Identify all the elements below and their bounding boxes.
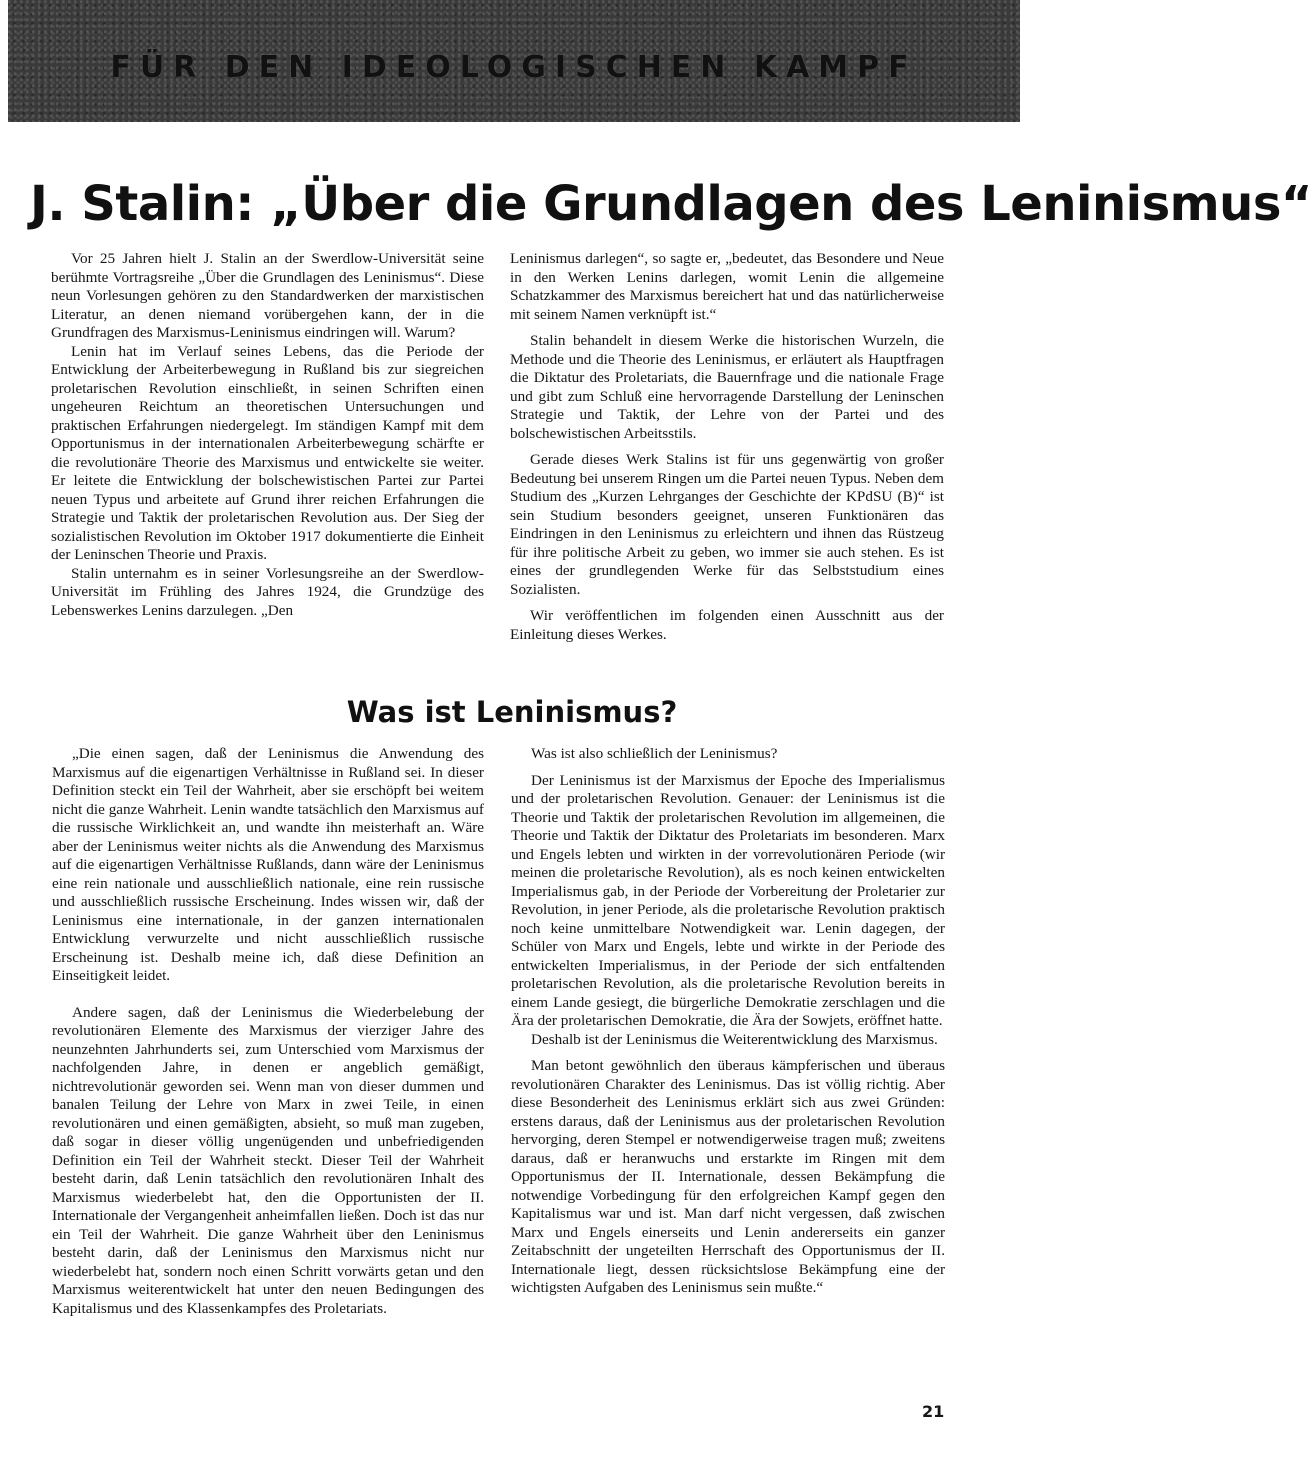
section-heading: Was ist Leninismus? [346,695,678,729]
banner-title: FÜR DEN IDEOLOGISCHEN KAMPF [110,50,918,85]
paragraph: „Die einen sagen, daß der Leninismus die Anwendung des Marxismus auf die eigenartigen Verhältnisse in Rußland sei. In dieser Definition steckt ein Teil der Wahrheit, aber sie erschöpft bei weitem nicht die ganze Wahrheit. Lenin wandte tatsächlich den Marxismus auf die russische Wirklichkeit an, und wandte ihn meisterhaft an. Wäre aber der Leninismus weiter nichts als die Anwendung des Marxismus auf die eigenartigen Verhältnisse Rußlands, dann wäre der Leninismus eine rein nationale und ausschließlich nationale, eine rein russische und ausschließlich russische Erscheinung. Indes wissen wir, daß der Leninismus eine internationale, in der ganzen internationalen Entwicklung verwurzelte und nicht ausschließlich russische Erscheinung ist. Deshalb meine ich, daß diese Definition an Einseitigkeit leidet. [52,745,484,984]
paragraph: Lenin hat im Verlauf seines Lebens, das die Periode der Entwicklung der Arbeiterbewegung in Rußland bis zur siegreichen proletarischen Revolution einschließt, in seinen Schriften einen ungeheuren Reichtum an theoretischen Untersuchungen und praktischen Erfahrungen niedergelegt. Im ständigen Kampf mit dem Opportunismus in der internationalen Arbeiterbewegung schärfte er die revolutionäre Theorie des Marxismus und entwickelte sie weiter. Er leitete die Entwicklung der bolschewistischen Partei zur Partei neuen Typus und arbeitete auf Grund ihrer reichen Erfahrungen die Strategie und Taktik der proletarischen Revolution aus. Der Sieg der sozialistischen Revolution im Oktober 1917 dokumentierte die Einheit der Leninschen Theorie und Praxis. [51,342,484,563]
intro-column-left [51,250,484,620]
paragraph: Stalin unternahm es in seiner Vorlesungsreihe an der Swerdlow-Universität im Frühling des Jahres 1924, die Grundzüge des Lebenswerkes Lenins darzulegen. „Den [51,564,484,619]
paragraph: Vor 25 Jahren hielt J. Stalin an der Swerdlow-Universität seine berühmte Vortragsreihe „Über die Grundlagen des Leninismus“. Diese neun Vorlesungen gehören zu den Standardwerken der marxistischen Literatur, an denen niemand vorübergehen kann, der in die Grundfragen des Marxismus-Leninismus eindringen will. Warum? [51,250,484,341]
paragraph: Andere sagen, daß der Leninismus die Wiederbelebung der revolutionären Elemente des Marxismus der vierziger Jahre des neunzehnten Jahrhunderts sei, zum Unterschied vom Marxismus der nachfolgenden Jahre, in denen er angeblich gemäßigt, nichtrevolutionär geworden sei. Wenn man von dieser dummen und banalen Teilung der Lehre von Marx in zwei Teile, in einen revolutionären und einen gemäßigten, absieht, so muß man zugeben, daß sogar in dieser völlig ungenügenden und unbefriedigenden Definition ein Teil der Wahrheit steckt. Dieser Teil der Wahrheit besteht darin, daß Lenin tatsächlich den revolutionären Inhalt des Marxismus wiederbelebt hat, den die Opportunisten der II. Internationale der Vergangenheit anheimfallen ließen. Doch ist das nur ein Teil der Wahrheit. Die ganze Wahrheit über den Leninismus besteht darin, daß der Leninismus den Marxismus nicht nur wiederbelebt hat, sondern noch einen Schritt vorwärts getan und den Marxismus weiterentwickelt hat unter den neuen Bedingungen des Kapitalismus und des Klassenkampfes des Proletariats. [52,1003,484,1317]
page-number: 21 [922,1402,945,1421]
paragraph: Wir veröffentlichen im folgenden einen Ausschnitt aus der Einleitung dieses Werkes. [510,607,944,643]
paragraph: Leninismus darlegen“, so sagte er, „bedeutet, das Besondere und Neue in den Werken Lenins darlegen, womit Lenin die allgemeine Schatzkammer des Marxismus bereichert hat und das natürlicherweise mit seinem Namen verknüpft ist.“ [510,250,944,323]
paragraph: Gerade dieses Werk Stalins ist für uns gegenwärtig von großer Bedeutung bei unserem Ringen um die Partei neuen Typus. Neben dem Studium des „Kurzen Lehrganges der Geschichte der KPdSU (B)“ ist sein Studium besonders geeignet, unseren Funktionären das Eindringen in den Leninismus zu erleichtern und ihnen das Rüstzeug für ihre politische Arbeit zu geben, wo immer sie auch stehen. Es ist eines der grundlegenden Werke für das Selbststudium eines Sozialisten. [510,451,944,598]
paragraph: Man betont gewöhnlich den überaus kämpferischen und überaus revolutionären Charakter des Leninismus. Das ist völlig richtig. Aber diese Besonderheit des Leninismus erklärt sich aus zwei Gründen: erstens daraus, daß der Leninismus aus der proletarischen Revolution hervorging, deren Stempel er notwendigerweise tragen muß; zweitens daraus, daß er heranwuchs und erstarkte im Ringen mit dem Opportunismus der II. Internationale, dessen Bekämpfung die notwendige Vorbedingung für den erfolgreichen Kampf gegen den Kapitalismus war und ist. Man darf nicht vergessen, daß zwischen Marx und Engels einerseits und Lenin andererseits ein ganzer Zeitabschnitt der ungeteilten Herrschaft des Opportunismus der II. Internationale liegt, dessen rücksichtslose Bekämpfung eine der wichtigsten Aufgaben des Leninismus sein mußte.“ [511,1057,945,1296]
section-banner [8,0,1020,122]
section-column-right [511,745,945,1298]
section-column-left [52,745,484,1318]
paragraph: Was ist also schließlich der Leninismus? [531,745,778,762]
paragraph: Deshalb ist der Leninismus die Weiterentwicklung des Marxismus. [531,1030,938,1048]
paragraph: Stalin behandelt in diesem Werke die historischen Wurzeln, die Methode und die Theorie des Leninismus, er erläutert als Hauptfragen die Diktatur des Proletariats, die Bauernfrage und die nationale Frage und gibt zum Schluß eine hervorragende Darstellung der Leninschen Strategie und Taktik, der Lehre von der Partei und des bolschewistischen Arbeitsstils. [510,332,944,442]
intro-column-right [510,250,944,644]
article-title: J. Stalin: „Über die Grundlagen des Leninismus“ [30,176,1312,232]
paragraph: Der Leninismus ist der Marxismus der Epoche des Imperialismus und der proletarischen Revolution. Genauer: der Leninismus ist die Theorie und Taktik der proletarischen Revolution im allgemeinen, die Theorie und Taktik der Diktatur des Proletariats im besonderen. Marx und Engels lebten und wirkten in der vorrevolutionären Periode (wir meinen die proletarische Revolution), als es noch keinen entwickelten Imperialismus gab, in der Periode der Vorbereitung der Proletarier zur Revolution, in jener Periode, als die proletarische Revolution praktisch noch keine unmittelbare Notwendigkeit war. Lenin dagegen, der Schüler von Marx und Engels, lebte und wirkte in der Periode des entwickelten Imperialismus, in der Periode der sich entfaltenden proletarischen Revolution, als die proletarische Revolution bereits in einem Lande gesiegt, die bürgerliche Demokratie zerschlagen und die Ära der proletarischen Demokratie, die Ära der Sowjets, eröffnet hatte. [511,771,945,1029]
